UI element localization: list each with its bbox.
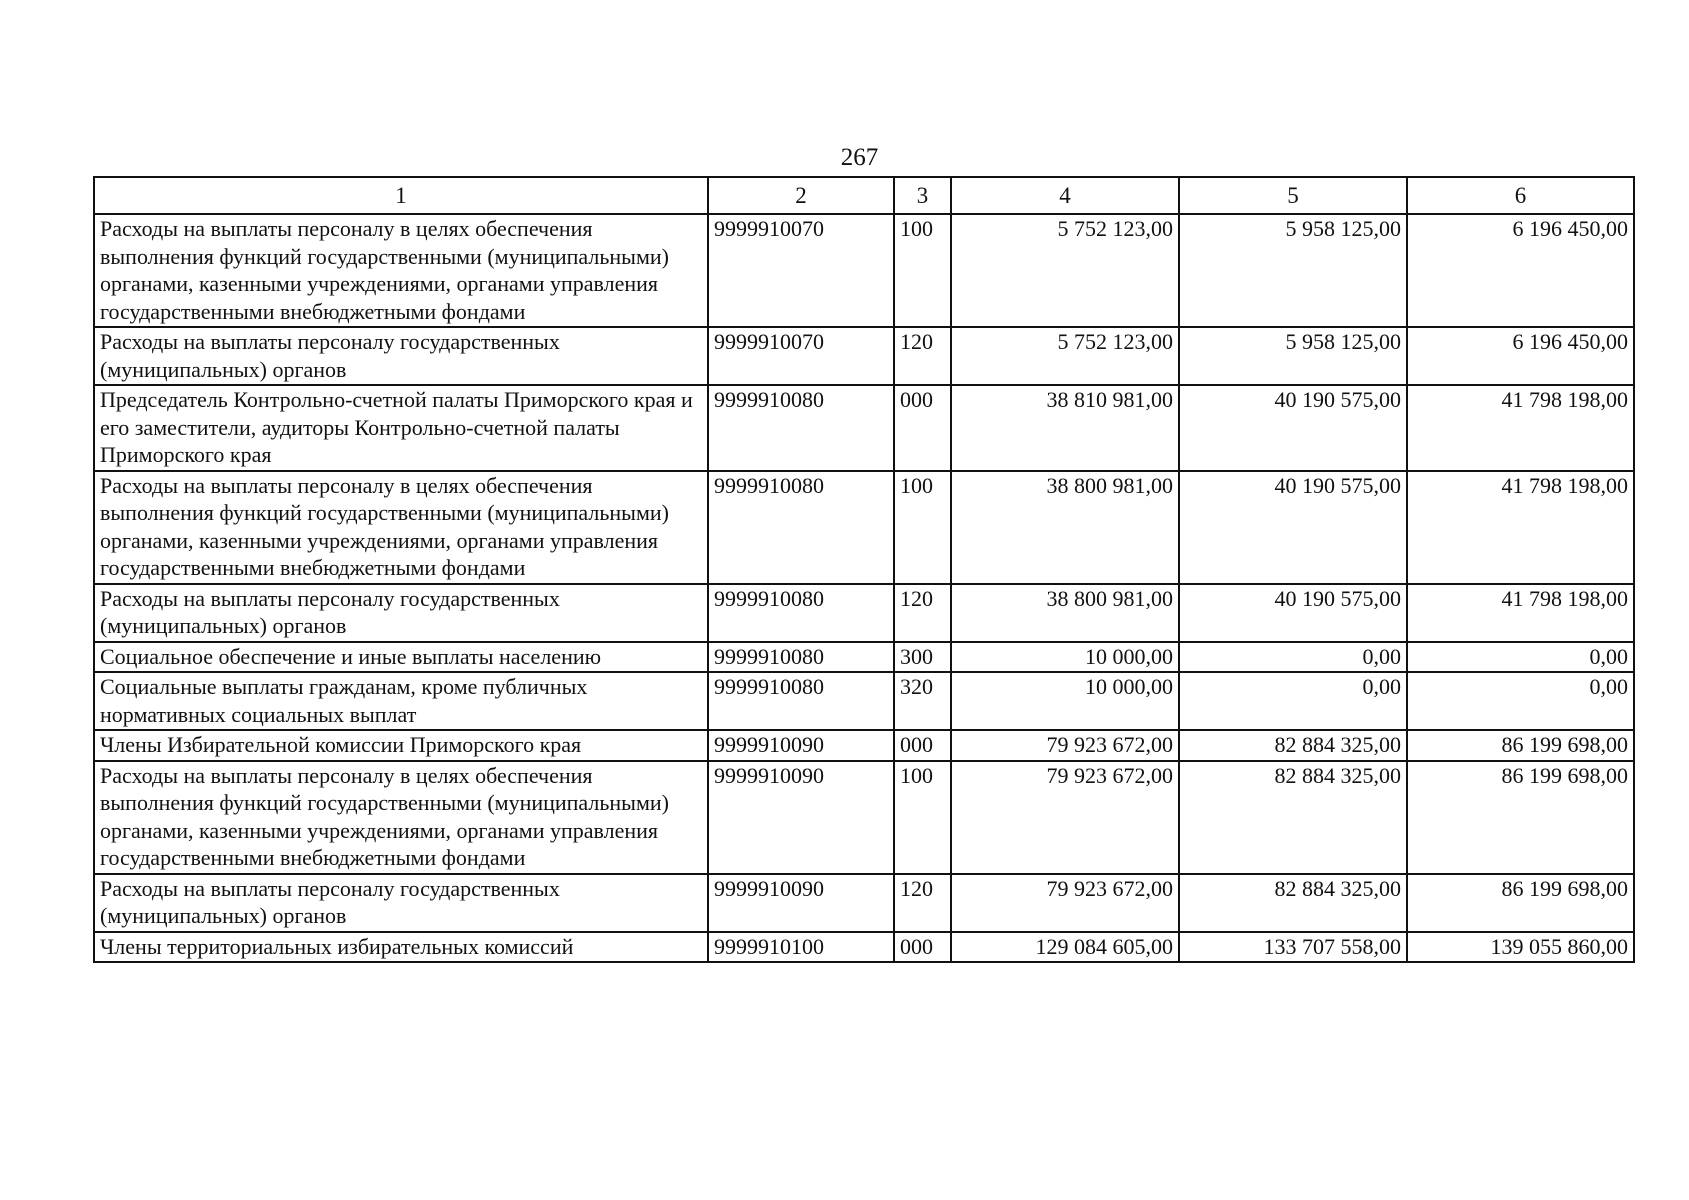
row-amount-col5: 40 190 575,00 — [1179, 385, 1407, 471]
row-code: 9999910080 — [708, 584, 894, 642]
row-expense-type: 000 — [894, 730, 951, 761]
row-amount-col6: 41 798 198,00 — [1407, 385, 1634, 471]
row-code: 9999910080 — [708, 385, 894, 471]
row-amount-col6: 0,00 — [1407, 642, 1634, 673]
row-expense-type: 100 — [894, 471, 951, 584]
page-number: 267 — [840, 144, 879, 171]
row-name: Председатель Контрольно-счетной палаты Приморского края и его заместители, аудиторы Контрольно-счетной палаты Приморского края — [94, 385, 708, 471]
row-code: 9999910080 — [708, 642, 894, 673]
row-name: Расходы на выплаты персоналу в целях обеспечения выполнения функций государственными (муниципальными) органами, казенными учреждениями, органами управления государственными внебюджетными фондами — [94, 471, 708, 584]
row-expense-type: 300 — [894, 642, 951, 673]
row-amount-col5: 5 958 125,00 — [1179, 327, 1407, 385]
table-row — [94, 214, 1634, 327]
row-amount-col4: 10 000,00 — [951, 642, 1179, 673]
row-amount-col5: 5 958 125,00 — [1179, 214, 1407, 327]
row-amount-col5: 40 190 575,00 — [1179, 471, 1407, 584]
table-row — [94, 761, 1634, 874]
row-amount-col4: 79 923 672,00 — [951, 761, 1179, 874]
row-amount-col6: 86 199 698,00 — [1407, 874, 1634, 932]
row-code: 9999910090 — [708, 761, 894, 874]
row-code: 9999910070 — [708, 327, 894, 385]
row-amount-col5: 82 884 325,00 — [1179, 730, 1407, 761]
row-amount-col6: 41 798 198,00 — [1407, 471, 1634, 584]
row-expense-type: 100 — [894, 761, 951, 874]
row-name: Расходы на выплаты персоналу в целях обеспечения выполнения функций государственными (муниципальными) органами, казенными учреждениями, органами управления государственными внебюджетными фондами — [94, 761, 708, 874]
row-code: 9999910100 — [708, 932, 894, 963]
row-amount-col4: 79 923 672,00 — [951, 874, 1179, 932]
table-row — [94, 471, 1634, 584]
row-amount-col6: 6 196 450,00 — [1407, 327, 1634, 385]
row-name: Расходы на выплаты персоналу в целях обеспечения выполнения функций государственными (муниципальными) органами, казенными учреждениями, органами управления государственными внебюджетными фондами — [94, 214, 708, 327]
row-amount-col5: 82 884 325,00 — [1179, 761, 1407, 874]
row-amount-col4: 5 752 123,00 — [951, 327, 1179, 385]
row-name: Расходы на выплаты персоналу государственных (муниципальных) органов — [94, 327, 708, 385]
row-amount-col5: 133 707 558,00 — [1179, 932, 1407, 963]
row-amount-col6: 86 199 698,00 — [1407, 730, 1634, 761]
column-header: 1 — [94, 177, 708, 214]
row-name: Члены Избирательной комиссии Приморского края — [94, 730, 708, 761]
row-name: Расходы на выплаты персоналу государственных (муниципальных) органов — [94, 874, 708, 932]
row-amount-col5: 0,00 — [1179, 642, 1407, 673]
row-name: Расходы на выплаты персоналу государственных (муниципальных) органов — [94, 584, 708, 642]
header-row — [94, 177, 1634, 214]
row-name: Члены территориальных избирательных комиссий — [94, 932, 708, 963]
row-expense-type: 120 — [894, 874, 951, 932]
table-row — [94, 730, 1634, 761]
row-amount-col4: 38 810 981,00 — [951, 385, 1179, 471]
row-amount-col4: 79 923 672,00 — [951, 730, 1179, 761]
row-code: 9999910080 — [708, 672, 894, 730]
row-amount-col6: 86 199 698,00 — [1407, 761, 1634, 874]
table-row — [94, 584, 1634, 642]
row-expense-type: 100 — [894, 214, 951, 327]
row-code: 9999910090 — [708, 874, 894, 932]
table-row — [94, 672, 1634, 730]
table-row — [94, 385, 1634, 471]
row-expense-type: 120 — [894, 584, 951, 642]
row-expense-type: 000 — [894, 932, 951, 963]
budget-table — [93, 176, 1635, 963]
column-header: 5 — [1179, 177, 1407, 214]
row-amount-col6: 0,00 — [1407, 672, 1634, 730]
table-row — [94, 327, 1634, 385]
row-amount-col4: 5 752 123,00 — [951, 214, 1179, 327]
column-header: 2 — [708, 177, 894, 214]
row-name: Социальное обеспечение и иные выплаты населению — [94, 642, 708, 673]
row-amount-col5: 0,00 — [1179, 672, 1407, 730]
row-expense-type: 120 — [894, 327, 951, 385]
row-amount-col4: 38 800 981,00 — [951, 584, 1179, 642]
row-amount-col5: 82 884 325,00 — [1179, 874, 1407, 932]
row-code: 9999910070 — [708, 214, 894, 327]
row-amount-col6: 139 055 860,00 — [1407, 932, 1634, 963]
row-amount-col4: 38 800 981,00 — [951, 471, 1179, 584]
column-header: 3 — [894, 177, 951, 214]
row-amount-col6: 6 196 450,00 — [1407, 214, 1634, 327]
row-amount-col4: 129 084 605,00 — [951, 932, 1179, 963]
row-amount-col4: 10 000,00 — [951, 672, 1179, 730]
table-row — [94, 642, 1634, 673]
row-amount-col5: 40 190 575,00 — [1179, 584, 1407, 642]
row-expense-type: 320 — [894, 672, 951, 730]
row-code: 9999910090 — [708, 730, 894, 761]
row-amount-col6: 41 798 198,00 — [1407, 584, 1634, 642]
column-header: 6 — [1407, 177, 1634, 214]
column-header: 4 — [951, 177, 1179, 214]
row-expense-type: 000 — [894, 385, 951, 471]
table-row — [94, 874, 1634, 932]
row-code: 9999910080 — [708, 471, 894, 584]
row-name: Социальные выплаты гражданам, кроме публичных нормативных социальных выплат — [94, 672, 708, 730]
table-row — [94, 932, 1634, 963]
